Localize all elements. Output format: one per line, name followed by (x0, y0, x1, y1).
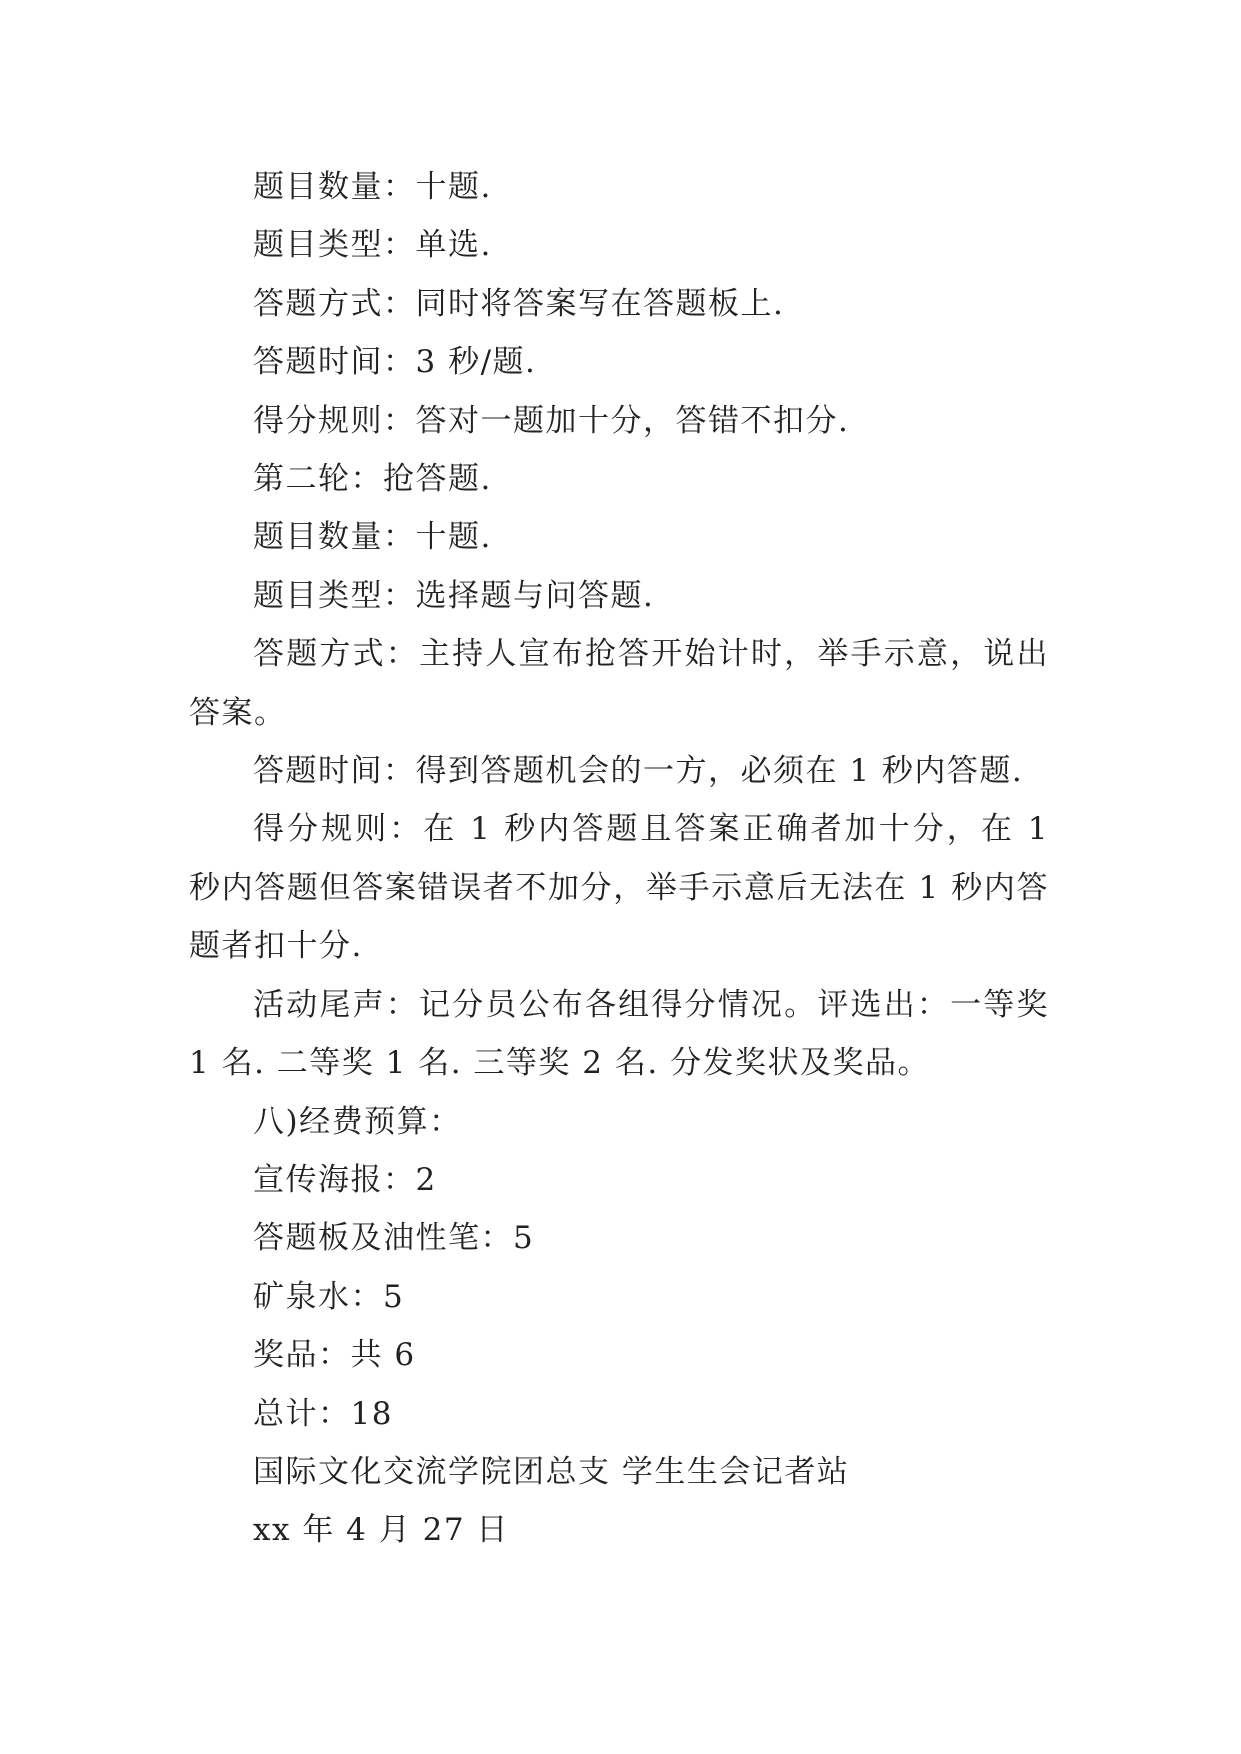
paragraph-question-count-2: 题目数量：十题. (253, 519, 492, 556)
paragraph-answer-time-1: 答题时间：3 秒/题. (253, 344, 537, 381)
paragraph-answer-time-2: 答题时间：得到答题机会的一方，必须在 1 秒内答题. (253, 753, 1024, 790)
paragraph-answer-method-2: 答题方式：主持人宣布抢答开始计时，举手示意，说出答案。 (189, 636, 1049, 731)
paragraph-question-type-2: 题目类型：选择题与问答题. (253, 577, 655, 614)
paragraph-scoring-rule-2: 得分规则：在 1 秒内答题且答案正确者加十分，在 1 秒内答题但答案错误者不加分，举手示意后无法在 1 秒内答题者扣十分. (189, 811, 1049, 965)
paragraph-budget-total: 总计：18 (253, 1395, 393, 1432)
paragraph-question-type-1: 题目类型：单选. (253, 227, 492, 264)
paragraph-organizer: 国际文化交流学院团总支 学生生会记者站 (253, 1453, 850, 1490)
paragraph-budget-water: 矿泉水：5 (253, 1278, 405, 1315)
paragraph-budget-prizes: 奖品：共 6 (253, 1337, 416, 1374)
paragraph-round-two-heading: 第二轮：抢答题. (253, 461, 492, 498)
paragraph-date: xx 年 4 月 27 日 (253, 1512, 509, 1549)
paragraph-answer-method-1: 答题方式：同时将答案写在答题板上. (253, 285, 785, 322)
paragraph-budget-poster: 宣传海报：2 (253, 1161, 437, 1198)
paragraph-budget-heading: 八)经费预算： (253, 1103, 462, 1140)
paragraph-budget-board-pen: 答题板及油性笔：5 (253, 1220, 535, 1257)
paragraph-scoring-rule-1: 得分规则：答对一题加十分，答错不扣分. (253, 402, 850, 439)
paragraph-question-count-1: 题目数量：十题. (253, 169, 492, 205)
document-body (189, 158, 1049, 1560)
paragraph-activity-ending: 活动尾声：记分员公布各组得分情况。评选出：一等奖 1 名. 二等奖 1 名. 三等奖 2 名. 分发奖状及奖品。 (189, 986, 1049, 1082)
